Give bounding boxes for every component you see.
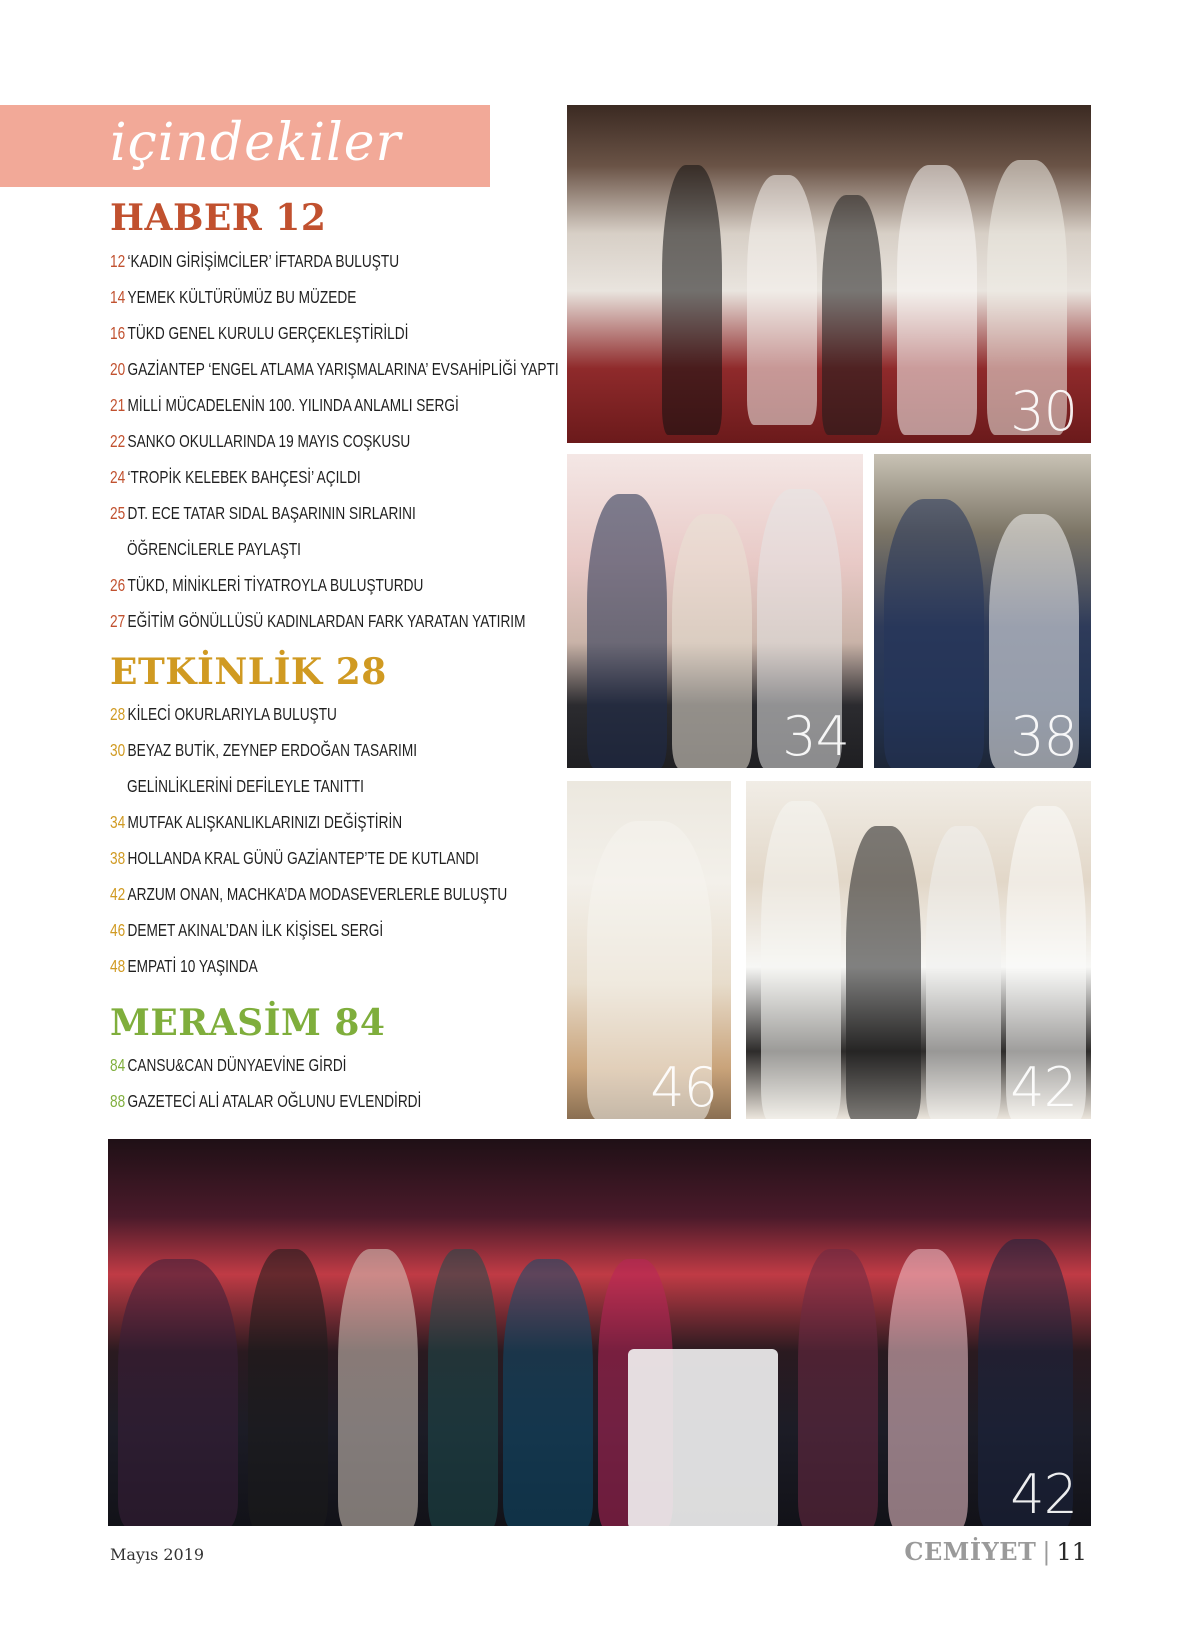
- section-heading-merasim: MERASİM 84: [110, 1002, 386, 1044]
- footer-divider: |: [1042, 1538, 1051, 1566]
- toc-entry[interactable]: [110, 286, 356, 308]
- guest-figure: [503, 1259, 593, 1526]
- groom-figure: [662, 165, 722, 435]
- page-number-badge: 42: [1010, 1463, 1077, 1526]
- page-number: 11: [1056, 1538, 1087, 1566]
- toc-entry[interactable]: [110, 1090, 421, 1112]
- toc-entry[interactable]: [110, 250, 399, 272]
- toc-entry-title: CANSU&CAN DÜNYAEVİNE GİRDİ: [127, 1055, 347, 1075]
- guest-figure: [248, 1249, 328, 1526]
- toc-page-number: 12: [110, 251, 126, 271]
- toc-page-number: 26: [110, 575, 126, 595]
- toc-entry[interactable]: [110, 358, 559, 380]
- toc-page-number: 30: [110, 740, 126, 760]
- toc-entry[interactable]: [110, 610, 525, 632]
- toc-entry[interactable]: [110, 847, 479, 869]
- fashion-show-photo[interactable]: [567, 105, 1091, 443]
- model-figure: [822, 195, 882, 435]
- guest-figure: [338, 1249, 418, 1526]
- toc-entry-title: ‘KADIN GİRİŞİMCİLER’ İFTARDA BULUŞTU: [127, 251, 400, 271]
- art-exhibition-photo[interactable]: [567, 781, 731, 1119]
- toc-entry-title: ‘TROPİK KELEBEK BAHÇESİ’ AÇILDI: [127, 467, 361, 487]
- toc-entry[interactable]: [110, 1054, 346, 1076]
- toc-entry[interactable]: [110, 739, 417, 761]
- toc-page-number: 38: [110, 848, 126, 868]
- guest-figure: [888, 1249, 968, 1526]
- page-number-badge: 38: [1010, 705, 1077, 768]
- kitchen-event-photo[interactable]: [567, 454, 863, 768]
- person-figure: [587, 494, 667, 768]
- person-figure: [672, 514, 752, 768]
- toc-entry[interactable]: [110, 322, 408, 344]
- toc-entry-title: SANKO OKULLARINDA 19 MAYIS COŞKUSU: [127, 431, 411, 451]
- toc-page-number: 84: [110, 1055, 126, 1075]
- guest-figure: [798, 1249, 878, 1526]
- gala-photo[interactable]: [108, 1139, 1091, 1526]
- toc-entry[interactable]: [110, 466, 361, 488]
- section-heading-etkinlik: ETKİNLİK 28: [110, 651, 387, 693]
- toc-entry-title: TÜKD GENEL KURULU GERÇEKLEŞTİRİLDİ: [127, 323, 409, 343]
- issue-date: Mayıs 2019: [110, 1545, 205, 1564]
- person-figure: [884, 499, 984, 768]
- toc-page-number: 46: [110, 920, 126, 940]
- toc-entry-title: BEYAZ BUTİK, ZEYNEP ERDOĞAN TASARIMI: [127, 740, 418, 760]
- model-figure: [897, 165, 977, 435]
- model-figure: [747, 175, 817, 425]
- toc-entry[interactable]: [110, 502, 416, 524]
- toc-entry[interactable]: [110, 394, 459, 416]
- toc-entry-title: MUTFAK ALIŞKANLIKLARINIZI DEĞİŞTİRİN: [127, 812, 403, 832]
- toc-page-number: 16: [110, 323, 126, 343]
- toc-entry[interactable]: [110, 883, 507, 905]
- page-number-badge: 42: [1010, 1056, 1077, 1119]
- page-number-badge: 34: [782, 705, 849, 768]
- toc-entry-continuation[interactable]: GELİNLİKLERİNİ DEFİLEYLE TANITTI: [127, 776, 364, 796]
- toc-page-number: 88: [110, 1091, 126, 1111]
- toc-page-number: 21: [110, 395, 126, 415]
- toc-entry-title: MİLLİ MÜCADELENİN 100. YILINDA ANLAMLI SERGİ: [127, 395, 459, 415]
- toc-entry-title: GAZETECİ ALİ ATALAR OĞLUNU EVLENDİRDİ: [127, 1091, 422, 1111]
- toc-entry[interactable]: [110, 955, 258, 977]
- toc-entry-title: ARZUM ONAN, MACHKA’DA MODASEVERLERLE BULUŞTU: [127, 884, 508, 904]
- page-number-badge: 30: [1010, 380, 1077, 443]
- toc-entry-title: DT. ECE TATAR SIDAL BAŞARININ SIRLARINI: [127, 503, 416, 523]
- toc-entry[interactable]: [110, 703, 337, 725]
- person-figure: [846, 826, 921, 1119]
- section-heading-haber: HABER 12: [110, 197, 327, 239]
- toc-entry[interactable]: [110, 574, 423, 596]
- person-figure: [926, 826, 1001, 1119]
- toc-entry[interactable]: [110, 430, 410, 452]
- toc-entry-title: HOLLANDA KRAL GÜNÜ GAZİANTEP’TE DE KUTLANDI: [127, 848, 479, 868]
- machka-event-photo[interactable]: [746, 781, 1091, 1119]
- magazine-footer: [904, 1537, 1087, 1566]
- guest-figure: [428, 1249, 498, 1526]
- person-figure: [761, 801, 841, 1119]
- toc-entry-title: EMPATİ 10 YAŞINDA: [127, 956, 258, 976]
- page-title: içindekiler: [110, 113, 402, 173]
- toc-entry[interactable]: [110, 811, 402, 833]
- toc-entry-title: TÜKD, MİNİKLERİ TİYATROYLA BULUŞTURDU: [127, 575, 424, 595]
- toc-entry[interactable]: [110, 919, 383, 941]
- cake-table: [628, 1349, 778, 1526]
- toc-entry-title: EĞİTİM GÖNÜLLÜSÜ KADINLARDAN FARK YARATAN YATIRIM: [127, 611, 526, 631]
- kings-day-photo[interactable]: [874, 454, 1091, 768]
- toc-page-number: 27: [110, 611, 126, 631]
- toc-entry-title: DEMET AKINAL’DAN İLK KİŞİSEL SERGİ: [127, 920, 384, 940]
- magazine-name: CEMİYET: [904, 1537, 1037, 1566]
- toc-page-number: 28: [110, 704, 126, 724]
- toc-page-number: 24: [110, 467, 126, 487]
- toc-entry-title: GAZİANTEP ‘ENGEL ATLAMA YARIŞMALARINA’ EVSAHİPLİĞİ YAPTI: [127, 359, 559, 379]
- toc-entry-title: YEMEK KÜLTÜRÜMÜZ BU MÜZEDE: [127, 287, 357, 307]
- toc-page-number: 48: [110, 956, 126, 976]
- toc-page-number: 42: [110, 884, 126, 904]
- toc-page-number: 14: [110, 287, 126, 307]
- toc-entry-continuation[interactable]: ÖĞRENCİLERLE PAYLAŞTI: [127, 539, 301, 559]
- page-number-badge: 46: [650, 1056, 717, 1119]
- guest-figure: [118, 1259, 238, 1526]
- toc-page-number: 20: [110, 359, 126, 379]
- toc-entry-title: KİLECİ OKURLARIYLA BULUŞTU: [127, 704, 337, 724]
- toc-page-number: 25: [110, 503, 126, 523]
- toc-page-number: 34: [110, 812, 126, 832]
- toc-page-number: 22: [110, 431, 126, 451]
